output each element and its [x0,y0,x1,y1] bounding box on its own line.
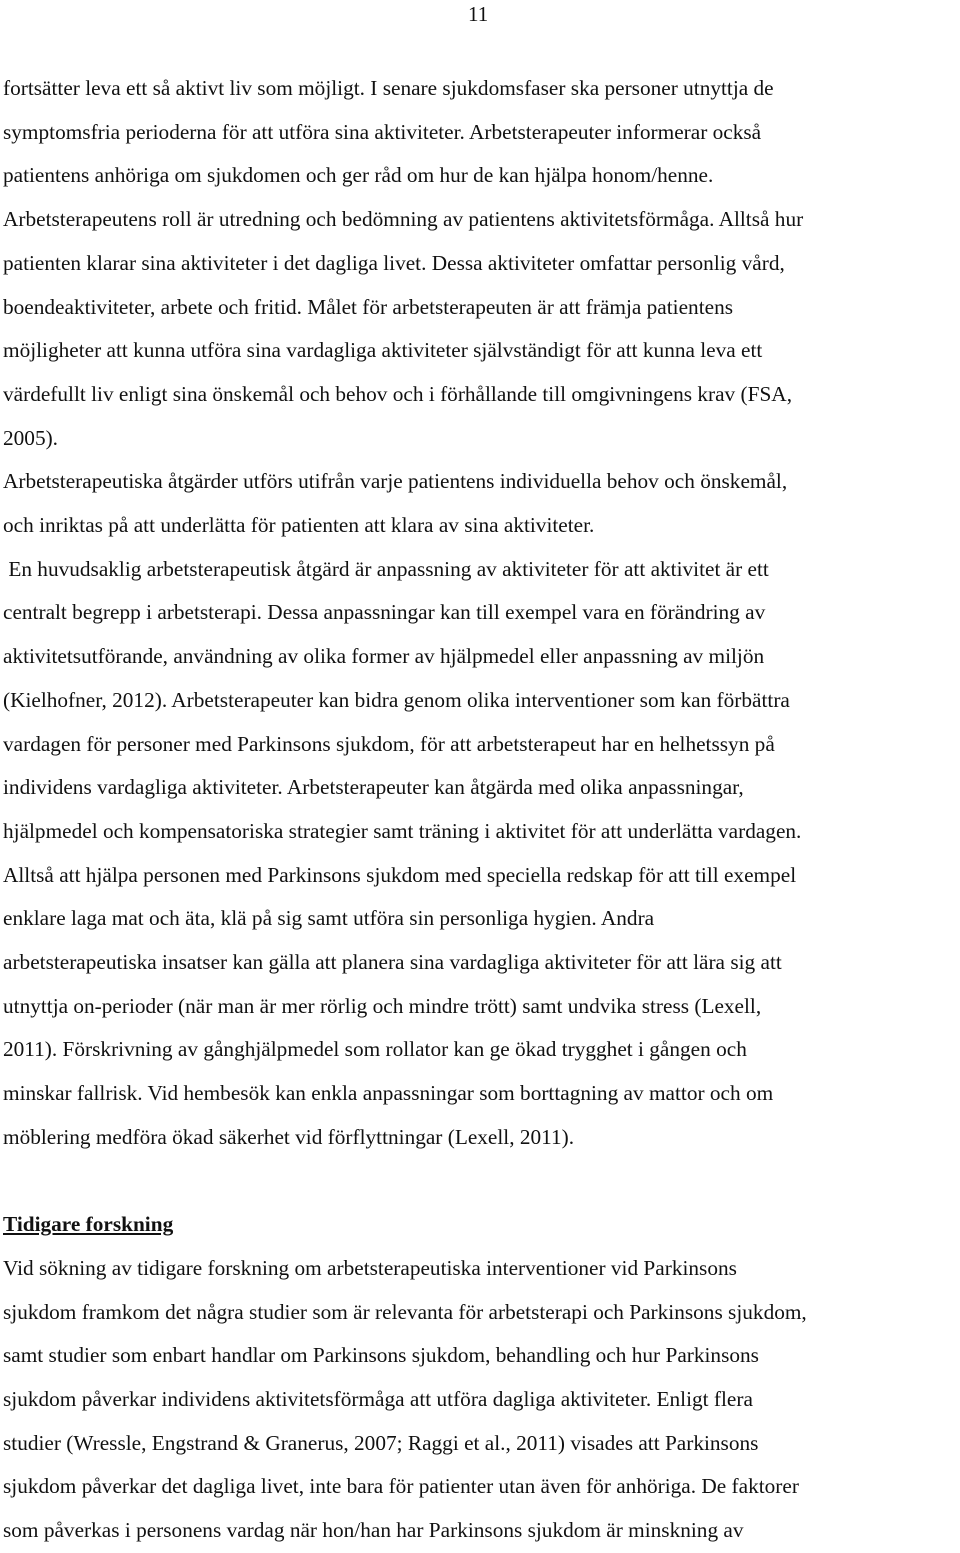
text-line: sjukdom framkom det några studier som är relevanta för arbetsterapi och Parkinsons sjukdom, [3,1299,807,1324]
text-line: och inriktas på att underlätta för patienten att klara av sina aktiviteter. [3,513,595,538]
paragraph [3,1247,957,1553]
text-line: Alltså att hjälpa personen med Parkinsons sjukdom med speciella redskap för att till exempel [3,862,797,887]
text-line: samt studier som enbart handlar om Parkinsons sjukdom, behandling och hur Parkinsons [3,1343,759,1368]
text-line: Arbetsterapeutiska åtgärder utförs utifrån varje patientens individuella behov och önskemål, [3,469,788,494]
text-line: sjukdom påverkar individens aktivitetsförmåga att utföra dagliga aktiviteter. Enligt flera [3,1387,753,1412]
text-line: Arbetsterapeutens roll är utredning och bedömning av patientens aktivitetsförmåga. Alltså hur [3,207,804,232]
text-line: enklare laga mat och äta, klä på sig samt utföra sin personliga hygien. Andra [3,906,655,931]
text-line: möjligheter att kunna utföra sina vardagliga aktiviteter självständigt för att kunna leva ett [3,338,763,363]
text-line: 2011). Förskrivning av gånghjälpmedel som rollator kan ge ökad trygghet i gången och [3,1037,747,1062]
text-line: patienten klarar sina aktiviteter i det dagliga livet. Dessa aktiviteter omfattar personlig vård, [3,250,785,275]
text-line: boendeaktiviteter, arbete och fritid. Målet för arbetsterapeuten är att främja patientens [3,294,734,319]
text-line: utnyttja on-perioder (när man är mer rörlig och mindre trött) samt undvika stress (Lexell, [3,993,762,1018]
text-line: vardagen för personer med Parkinsons sjukdom, för att arbetsterapeut har en helhetssyn på [3,731,775,756]
text-line: arbetsterapeutiska insatser kan gälla att planera sina vardagliga aktiviteter för att lära sig att [3,950,782,975]
text-line: som påverkas i personens vardag när hon/han har Parkinsons sjukdom är minskning av [3,1518,744,1543]
text-line: symptomsfria perioderna för att utföra sina aktiviteter. Arbetsterapeuter informerar också [3,119,762,144]
text-line: patientens anhöriga om sjukdomen och ger råd om hur de kan hjälpa honom/henne. [3,163,714,188]
text-line: aktivitetsutförande, användning av olika former av hjälpmedel eller anpassning av miljön [3,644,765,669]
text-line: individens vardagliga aktiviteter. Arbetsterapeuter kan åtgärda med olika anpassningar, [3,775,744,800]
paragraph [3,67,957,460]
section-spacer [3,1160,957,1204]
text-line: värdefullt liv enligt sina önskemål och behov och i förhållande till omgivningens krav (FSA, [3,381,793,406]
text-line: hjälpmedel och kompensatoriska strategier samt träning i aktivitet för att underlätta vardagen. [3,818,802,843]
text-line: fortsätter leva ett så aktivt liv som möjligt. I senare sjukdomsfaser ska personer utnyttja de [3,76,774,100]
text-line: centralt begrepp i arbetsterapi. Dessa anpassningar kan till exempel vara en förändring av [3,600,766,625]
text-line: minskar fallrisk. Vid hembesök kan enkla anpassningar som borttagning av mattor och om [3,1081,774,1106]
text-line: En huvudsaklig arbetsterapeutisk åtgärd är anpassning av aktiviteter för att aktivitet är ett [3,556,769,581]
text-line: (Kielhofner, 2012). Arbetsterapeuter kan bidra genom olika interventioner som kan förbättra [3,687,790,712]
text-line: studier (Wressle, Engstrand & Granerus, 2007; Raggi et al., 2011) visades att Parkinsons [3,1430,759,1455]
text-line: möblering medföra ökad säkerhet vid förflyttningar (Lexell, 2011). [3,1124,575,1149]
page-number: 11 [468,2,489,26]
paragraph [3,460,957,547]
text-line: 2005). [3,425,59,450]
text-line: sjukdom påverkar det dagliga livet, inte bara för patienter utan även för anhöriga. De faktorer [3,1474,799,1499]
paragraph [3,548,957,1160]
document-body [3,67,957,1553]
text-line: Vid sökning av tidigare forskning om arbetsterapeutiska interventioner vid Parkinsons [3,1255,737,1280]
section-heading: Tidigare forskning [3,1212,174,1237]
